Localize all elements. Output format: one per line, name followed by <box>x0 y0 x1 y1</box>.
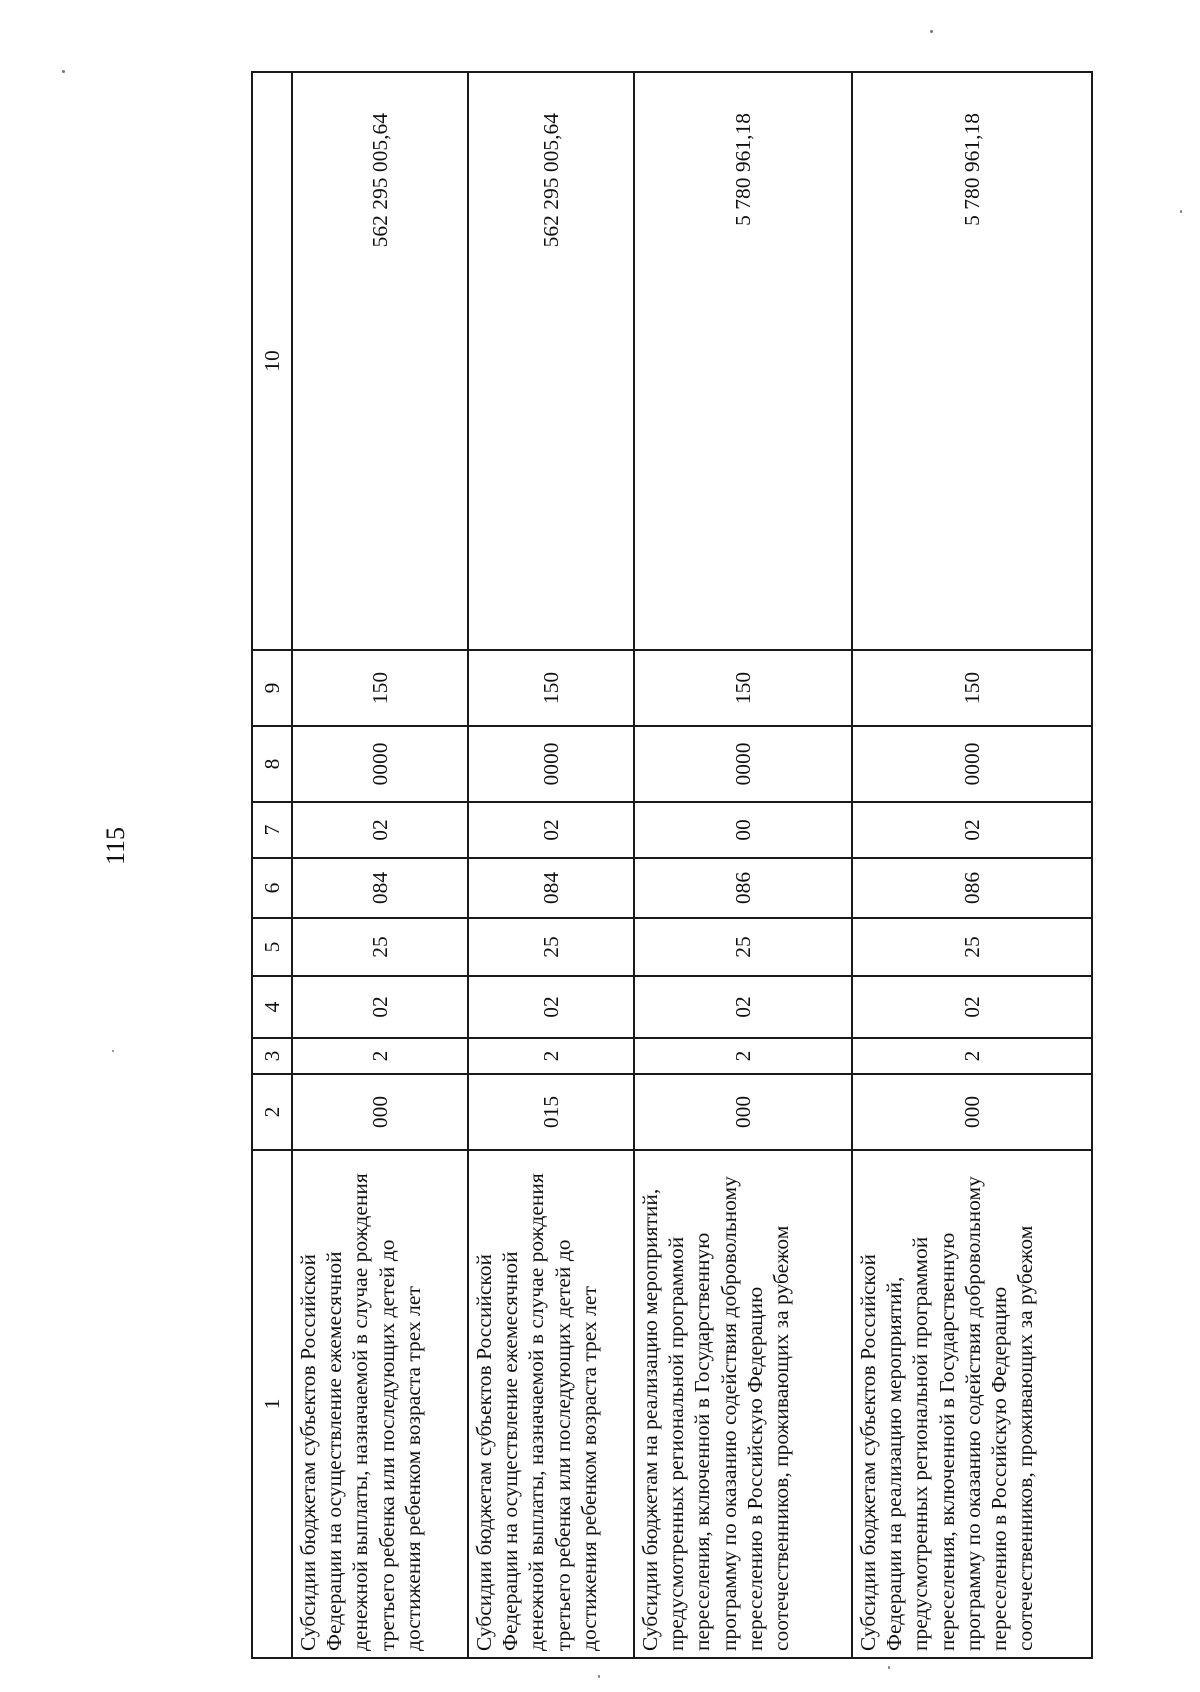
code-cell: 084 <box>292 858 468 918</box>
code-cell: 150 <box>468 650 634 726</box>
code-cell: 2 <box>852 1038 1092 1074</box>
code-cell: 084 <box>468 858 634 918</box>
code-cell: 02 <box>468 802 634 858</box>
code-cell: 0000 <box>852 726 1092 802</box>
header-cell-7: 7 <box>252 802 292 858</box>
code-cell: 02 <box>852 976 1092 1038</box>
header-cell-3: 3 <box>252 1038 292 1074</box>
page-number: 115 <box>101 826 130 866</box>
code-cell: 02 <box>292 802 468 858</box>
code-cell: 2 <box>468 1038 634 1074</box>
table-row <box>852 72 1092 1658</box>
scan-speck <box>1180 210 1182 213</box>
code-cell: 015 <box>468 1074 634 1150</box>
code-cell: 000 <box>852 1074 1092 1150</box>
code-cell: 0000 <box>634 726 852 802</box>
code-cell: 25 <box>292 918 468 976</box>
code-cell: 086 <box>852 858 1092 918</box>
header-cell-2: 2 <box>252 1074 292 1150</box>
header-cell-8: 8 <box>252 726 292 802</box>
code-cell: 02 <box>634 976 852 1038</box>
code-cell: 02 <box>468 976 634 1038</box>
header-cell-5: 5 <box>252 918 292 976</box>
amount-cell: 562 295 005,64 <box>292 72 468 650</box>
scan-speck <box>888 1666 890 1669</box>
row-description: Субсидии бюджетам субъектов Российской Федерации на осуществление ежемесячной денежной выплаты, назначаемой в случае рождения третьего ребенка или последующих детей до достижения ребенком возраста трех лет <box>468 1150 634 1658</box>
code-cell: 02 <box>852 802 1092 858</box>
code-cell: 086 <box>634 858 852 918</box>
code-cell: 25 <box>634 918 852 976</box>
code-cell: 2 <box>634 1038 852 1074</box>
scan-speck <box>930 30 933 33</box>
table-header-row <box>252 72 292 1658</box>
row-description: Субсидии бюджетам субъектов Российской Федерации на осуществление ежемесячной денежной выплаты, назначаемой в случае рождения третьего ребенка или последующих детей до достижения ребенком возраста трех лет <box>292 1150 468 1658</box>
row-description: Субсидии бюджетам субъектов Российской Федерации на реализацию мероприятий, предусмотренных региональной программой переселения, включенной в Государственную программу по оказанию содействия добровольному переселению в Российскую Федерацию соотечественников, проживающих за рубежом <box>852 1150 1092 1658</box>
table-row <box>634 72 852 1658</box>
table-row <box>292 72 468 1658</box>
code-cell: 25 <box>468 918 634 976</box>
row-description: Субсидии бюджетам на реализацию мероприятий, предусмотренных региональной программой переселения, включенной в Государственную программу по оказанию содействия добровольному переселению в Российскую Федерацию соотечественников, проживающих за рубежом <box>634 1150 852 1658</box>
header-cell-6: 6 <box>252 858 292 918</box>
scan-speck <box>112 1050 114 1052</box>
header-cell-10: 10 <box>252 72 292 650</box>
scan-speck <box>62 70 65 73</box>
header-cell-4: 4 <box>252 976 292 1038</box>
scan-speck <box>598 1675 600 1678</box>
amount-cell: 5 780 961,18 <box>852 72 1092 650</box>
code-cell: 0000 <box>468 726 634 802</box>
code-cell: 150 <box>852 650 1092 726</box>
code-cell: 000 <box>634 1074 852 1150</box>
amount-cell: 562 295 005,64 <box>468 72 634 650</box>
code-cell: 150 <box>634 650 852 726</box>
header-cell-9: 9 <box>252 650 292 726</box>
code-cell: 150 <box>292 650 468 726</box>
header-cell-1: 1 <box>252 1150 292 1658</box>
code-cell: 0000 <box>292 726 468 802</box>
code-cell: 00 <box>634 802 852 858</box>
code-cell: 2 <box>292 1038 468 1074</box>
code-cell: 000 <box>292 1074 468 1150</box>
code-cell: 02 <box>292 976 468 1038</box>
rotated-table-container <box>251 73 1089 1659</box>
table-row <box>468 72 634 1658</box>
amount-cell: 5 780 961,18 <box>634 72 852 650</box>
budget-table <box>251 71 1093 1659</box>
code-cell: 25 <box>852 918 1092 976</box>
